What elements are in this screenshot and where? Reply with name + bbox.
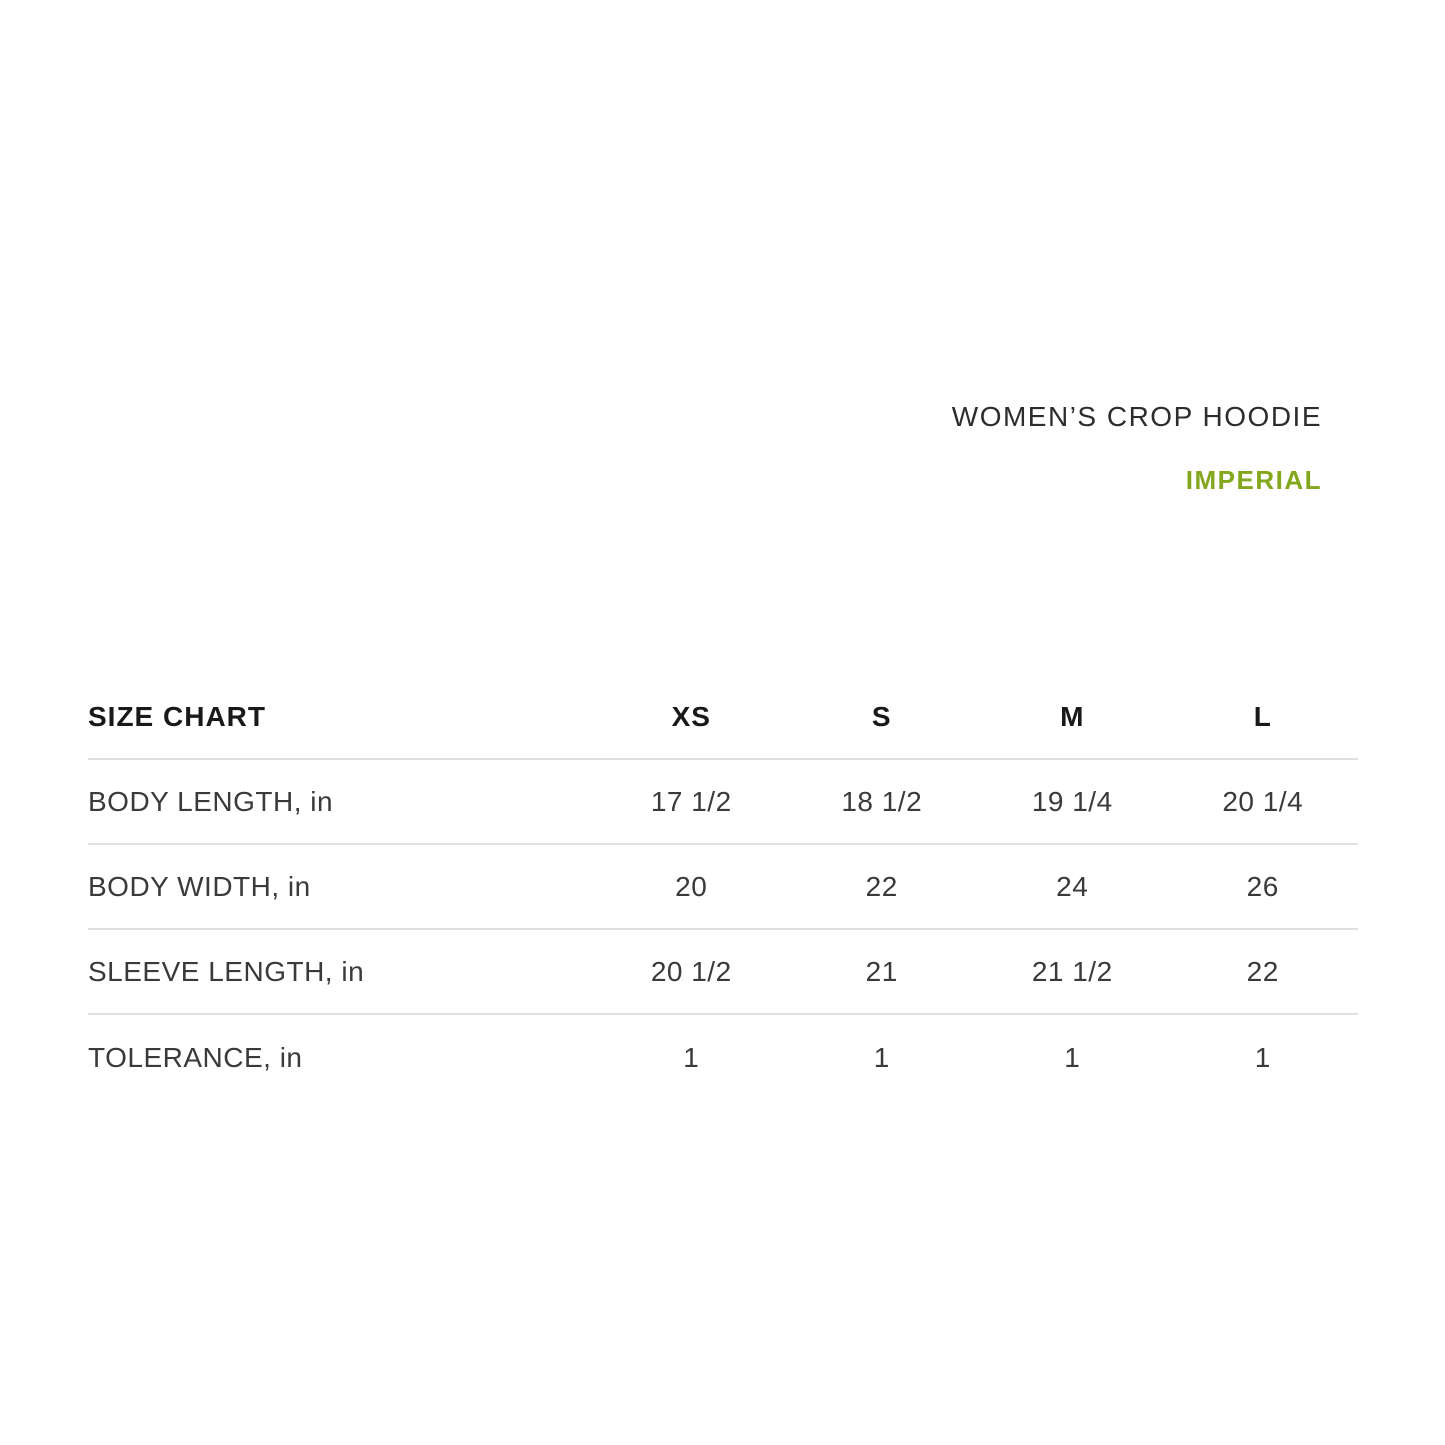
product-title: WOMEN’S CROP HOODIE: [951, 401, 1322, 432]
cell-value: 17 1/2: [650, 785, 732, 817]
cell-value: 22: [1246, 955, 1279, 987]
table-row-body-length: [88, 760, 1358, 845]
table-row-tolerance: [88, 1015, 1358, 1100]
cell-value: 20 1/4: [1222, 785, 1304, 817]
size-chart-title: SIZE CHART: [88, 700, 266, 732]
column-header-l: L: [1253, 700, 1272, 732]
cell-value: 24: [1056, 870, 1089, 902]
size-chart-table: [88, 675, 1358, 1100]
row-label: SLEEVE LENGTH, in: [88, 955, 365, 987]
cell-value: 1: [1254, 1041, 1271, 1073]
cell-value: 22: [865, 870, 898, 902]
cell-value: 1: [683, 1041, 700, 1073]
size-chart-header-row: [88, 675, 1358, 760]
table-row-sleeve-length: [88, 930, 1358, 1015]
cell-value: 21: [865, 955, 898, 987]
column-header-m: M: [1060, 700, 1085, 732]
cell-value: 1: [873, 1041, 890, 1073]
row-label: BODY LENGTH, in: [88, 785, 334, 817]
cell-value: 20: [675, 870, 708, 902]
column-header-xs: XS: [671, 700, 711, 732]
row-label: BODY WIDTH, in: [88, 870, 311, 902]
cell-value: 19 1/4: [1031, 785, 1113, 817]
cell-value: 20 1/2: [650, 955, 732, 987]
product-header: [952, 402, 1322, 494]
unit-tab-imperial[interactable]: IMPERIAL: [1185, 465, 1322, 495]
row-label: TOLERANCE, in: [88, 1041, 303, 1073]
cell-value: 26: [1246, 870, 1279, 902]
column-header-s: S: [871, 700, 892, 732]
cell-value: 18 1/2: [841, 785, 923, 817]
cell-value: 1: [1064, 1041, 1081, 1073]
cell-value: 21 1/2: [1031, 955, 1113, 987]
table-row-body-width: [88, 845, 1358, 930]
